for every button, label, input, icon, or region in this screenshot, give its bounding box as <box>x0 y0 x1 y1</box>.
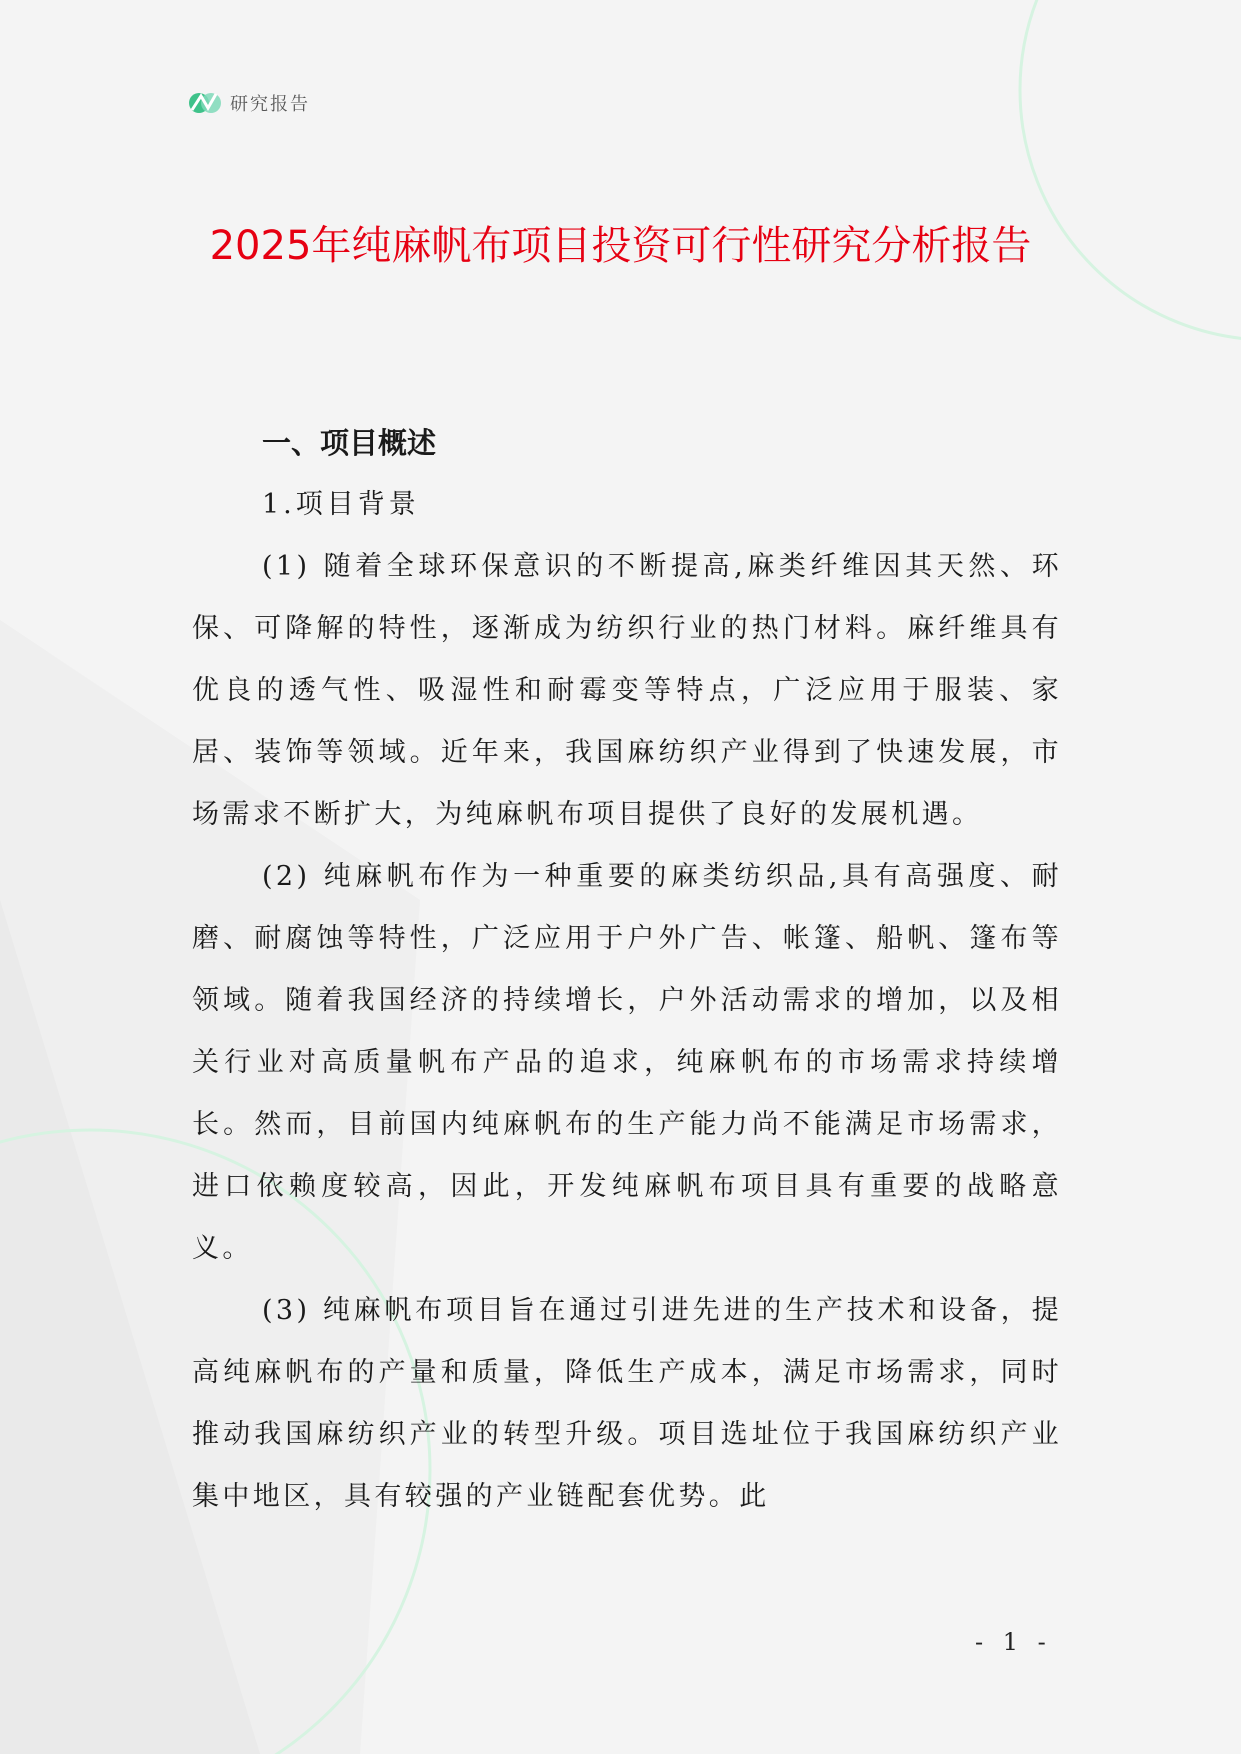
document-title: 2025年纯麻帆布项目投资可行性研究分析报告 <box>209 223 1032 269</box>
page-number: - 1 - <box>975 1628 1052 1656</box>
section-heading: 一、项目概述 <box>262 426 437 460</box>
paragraph-3: (3) 纯麻帆布项目旨在通过引进先进的生产技术和设备，提高纯麻帆布的产量和质量，降低生产成本，满足市场需求，同时推动我国麻纺织产业的转型升级。项目选址位于我国麻纺织产业集中地区，具有较强的产业链配套优势。此 <box>192 1295 1062 1512</box>
header-label: 研究报告 <box>230 94 310 115</box>
paragraph-1: (1) 随着全球环保意识的不断提高,麻类纤维因其天然、环保、可降解的特性，逐渐成为纺织行业的热门材料。麻纤维具有优良的透气性、吸湿性和耐霉变等特点，广泛应用于服装、家居、装饰等领域。近年来，我国麻纺织产业得到了快速发展，市场需求不断扩大，为纯麻帆布项目提供了良好的发展机遇。 <box>192 551 1062 830</box>
document-body <box>192 412 1062 1528</box>
paragraph-2: (2) 纯麻帆布作为一种重要的麻类纺织品,具有高强度、耐磨、耐腐蚀等特性，广泛应用于户外广告、帐篷、船帆、篷布等领域。随着我国经济的持续增长，户外活动需求的增加，以及相关行业对高质量帆布产品的追求，纯麻帆布的市场需求持续增长。然而，目前国内纯麻帆布的生产能力尚不能满足市场需求，进口依赖度较高，因此，开发纯麻帆布项目具有重要的战略意义。 <box>192 861 1062 1264</box>
brand-logo-icon <box>188 88 222 118</box>
header <box>188 88 310 118</box>
subsection-heading: 1.项目背景 <box>262 489 420 520</box>
